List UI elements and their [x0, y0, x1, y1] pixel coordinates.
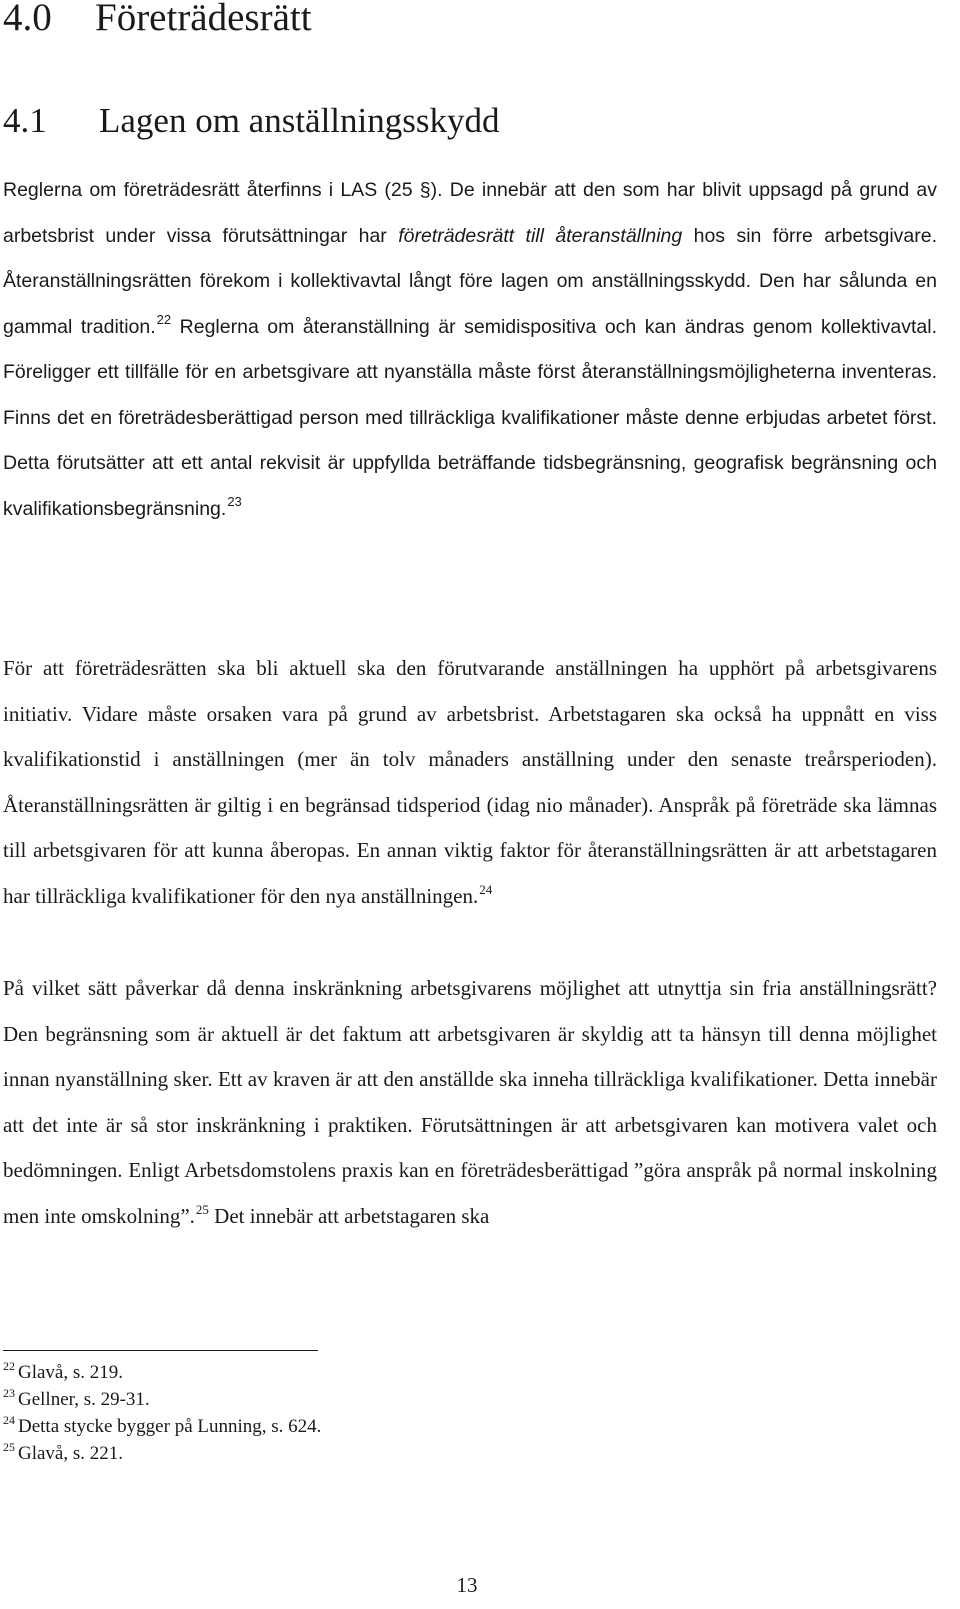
chapter-heading	[3, 0, 312, 42]
footnote-number: 25	[3, 1440, 15, 1454]
footnote-separator	[3, 1350, 318, 1351]
footnote-text: Glavå, s. 221.	[18, 1443, 124, 1464]
footnote-ref-23[interactable]: 23	[227, 493, 242, 509]
paragraph-3	[3, 966, 937, 1239]
footnote-number: 24	[3, 1413, 15, 1427]
footnote-ref-24[interactable]: 24	[479, 881, 493, 897]
section-number: 4.1	[3, 101, 47, 140]
paragraph-1-text-b: hos sin förre arbetsgivare. Återanställningsrätten förekom i kollektivavtal långt före lagen om anställningsskydd. Den har sålunda en gammal tradition.	[3, 224, 938, 338]
paragraph-1	[3, 168, 937, 532]
footnote-25	[3, 1440, 321, 1467]
footnote-text: Detta stycke bygger på Lunning, s. 624.	[18, 1416, 322, 1437]
footnote-24	[3, 1413, 321, 1440]
footnote-number: 23	[3, 1386, 15, 1400]
paragraph-1-text-a: Reglerna om företrädesrätt återfinns i LAS (25 §). De innebär att den som har blivit uppsagd på grund av arbetsbrist under vissa förutsättningar har	[3, 179, 937, 247]
footnote-ref-22[interactable]: 22	[156, 311, 172, 327]
footnote-22	[3, 1359, 321, 1386]
paragraph-1-text-c: Reglerna om återanställning är semidispositiva och kan ändras genom kollektivavtal. Föreligger ett tillfälle för en arbetsgivare att nyanställa måste först återanställningsmöjligheterna inventeras. Finns det en företrädesberättigad person med tillräckliga kvalifikationer måste denne erbjudas arbetet först. Detta förutsätter att ett antal rekvisit är uppfyllda beträffande tidsbegränsning, geografisk begränsning och kvalifikationsbegränsning.	[3, 315, 937, 520]
paragraph-2	[3, 646, 937, 919]
footnote-text: Glavå, s. 219.	[18, 1362, 124, 1383]
paragraph-1-italic-term: företrädesrätt till återanställning	[398, 224, 683, 247]
footnote-ref-25[interactable]: 25	[195, 1201, 209, 1217]
section-title: Lagen om anställningsskydd	[99, 101, 500, 140]
paragraph-2-text: För att företrädesrätten ska bli aktuell ska den förutvarande anställningen ha upphört på arbetsgivarens initiativ. Vidare måste orsaken vara på grund av arbetsbrist. Arbetstagaren ska också ha uppnått en viss kvalifikationstid i anställningen (mer än tolv månaders anställning under den senaste treårsperioden). Återanställningsrätten är giltig i en begränsad tidsperiod (idag nio månader). Anspråk på företräde ska lämnas till arbetsgivaren för att kunna åberopas. En annan viktig faktor för återanställningsrätten är att arbetstagaren har tillräckliga kvalifikationer för den nya anställningen.	[3, 656, 937, 908]
chapter-number: 4.0	[3, 0, 52, 39]
paragraph-3-text: På vilket sätt påverkar då denna inskränkning arbetsgivarens möjlighet att utnyttja sin fria anställningsrätt? Den begränsning som är aktuell är det faktum att arbetsgivaren är skyldig att ta hänsyn till denna möjlighet innan nyanställning sker. Ett av kraven är att den anställde ska inneha tillräckliga kvalifikationer. Detta innebär att det inte är så stor inskränkning i praktiken. Förutsättningen är att arbetsgivaren kan motivera valet och bedömningen. Enligt Arbetsdomstolens praxis kan en företrädesberättigad ”göra anspråk på normal inskolning men inte omskolning”.	[3, 976, 937, 1228]
footnote-23	[3, 1386, 321, 1413]
section-heading	[3, 99, 500, 143]
chapter-title: Företrädesrätt	[95, 0, 312, 39]
footnote-number: 22	[3, 1359, 15, 1373]
paragraph-3-tail: Det innebär att arbetstagaren ska	[208, 1203, 490, 1228]
footnotes	[3, 1359, 321, 1467]
footnote-text: Gellner, s. 29-31.	[18, 1389, 150, 1410]
page-number: 13	[456, 1573, 478, 1597]
